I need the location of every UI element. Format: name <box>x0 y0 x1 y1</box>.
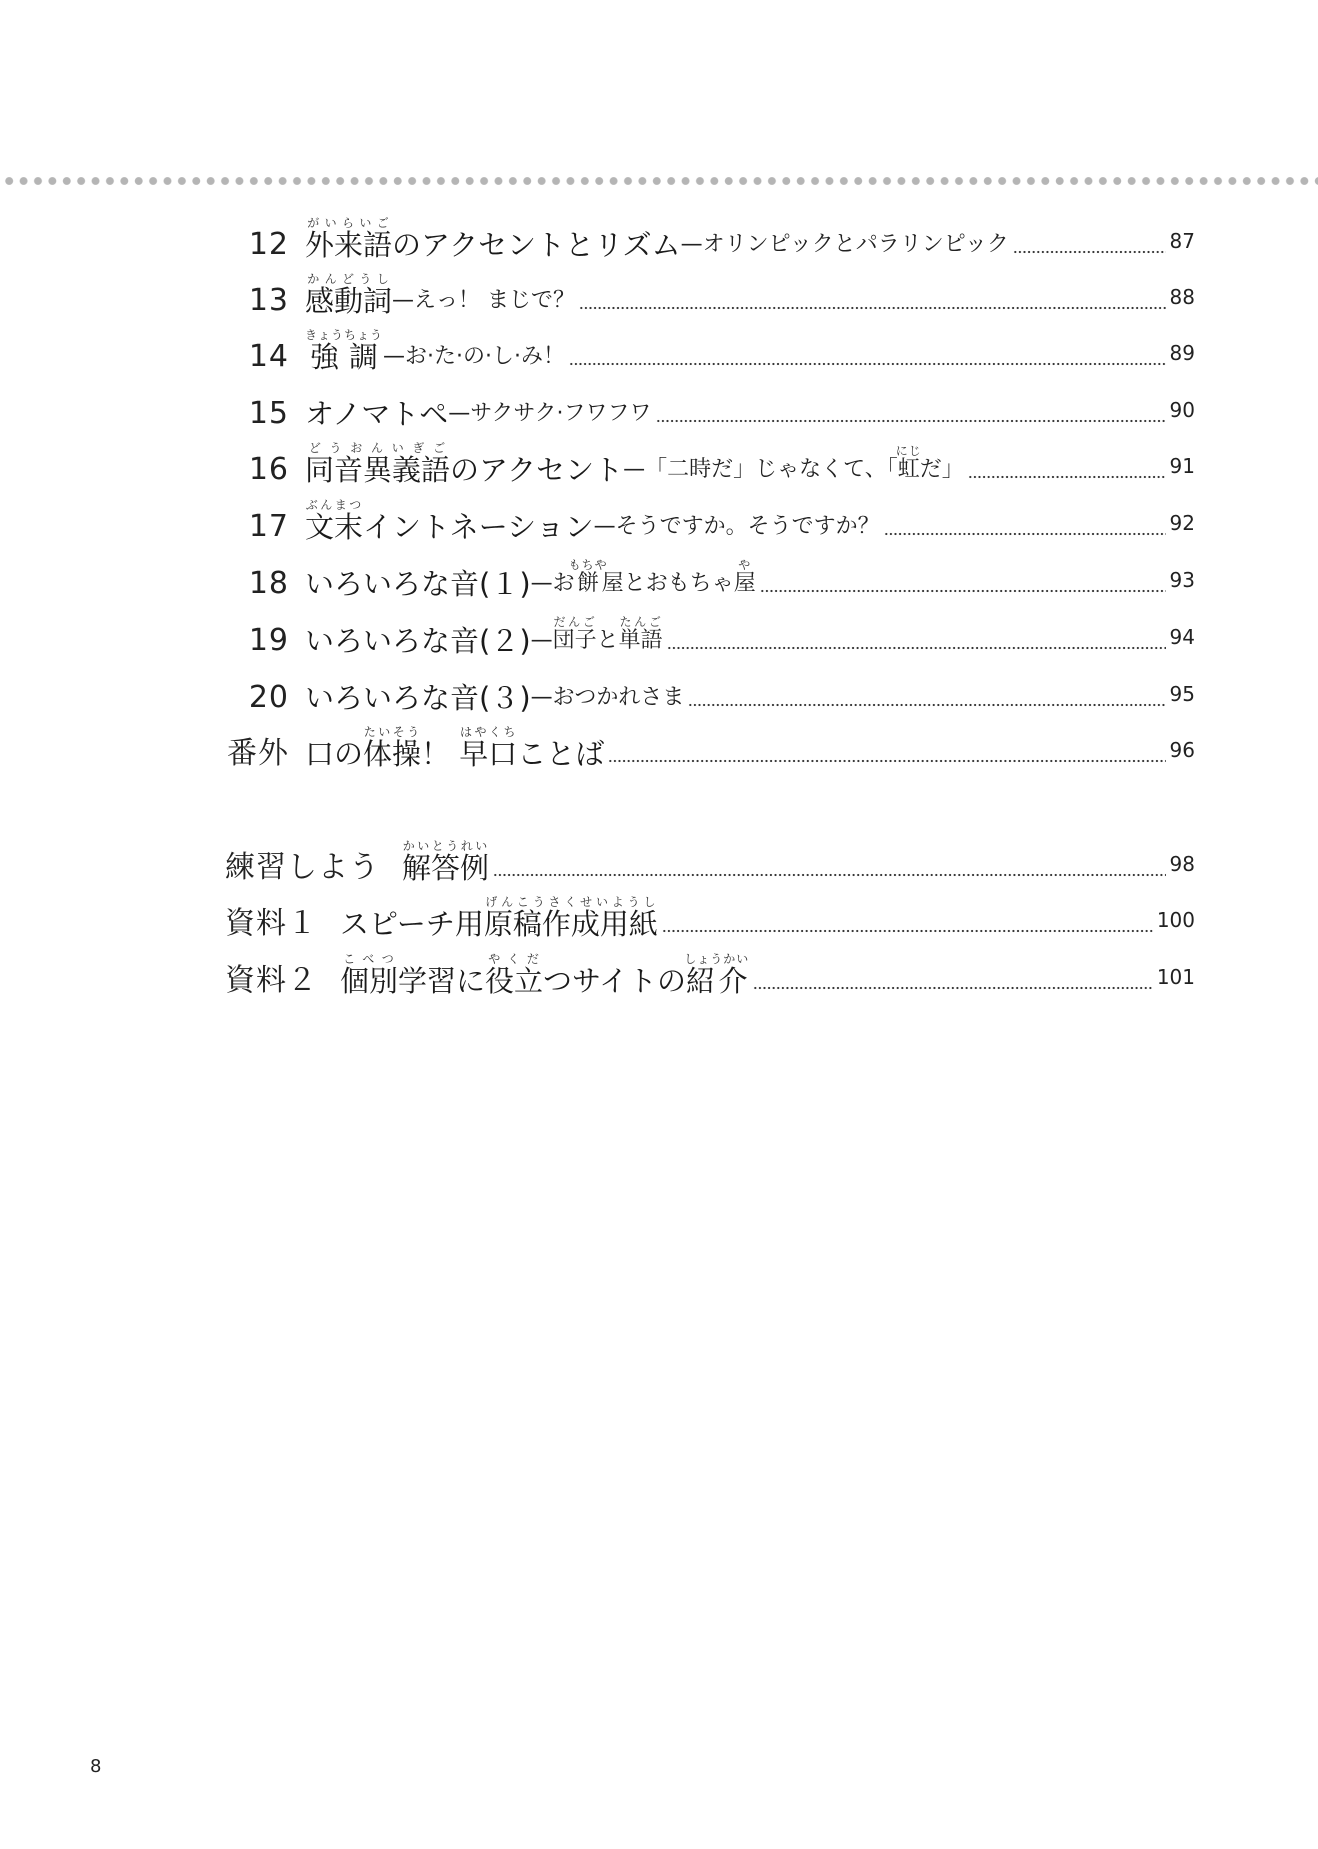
chapter-subtitle: —おつかれさま <box>530 685 685 710</box>
dot-leader <box>688 703 1165 707</box>
page-number: 101 <box>1156 965 1195 989</box>
toc-entry-14[interactable] <box>225 328 1195 376</box>
dot-leader <box>656 419 1166 423</box>
toc-entry-bangai[interactable] <box>225 725 1195 773</box>
section-title: 個別こべつ学習に役立やくだつサイトの紹介しょうかい <box>340 952 750 998</box>
chapter-title: 外来語がいらいごのアクセントとリズム <box>305 216 681 262</box>
chapter-number: 16 <box>248 452 289 487</box>
chapter-title: いろいろな音(２) <box>305 624 531 658</box>
chapter-title: オノマトペ <box>305 397 449 431</box>
dot-leader <box>760 589 1166 593</box>
section-label: 練習しよう <box>225 850 380 885</box>
page-folio: 8 <box>90 1756 102 1777</box>
chapter-number: 18 <box>248 566 289 601</box>
dot-leader <box>1013 250 1166 254</box>
page-number: 93 <box>1169 568 1195 592</box>
dotted-divider <box>0 176 1318 186</box>
dot-leader <box>667 646 1166 650</box>
page-number: 95 <box>1169 682 1195 706</box>
dot-leader <box>662 929 1153 933</box>
chapter-number: 番外 <box>227 736 289 771</box>
section-label: 資料１ <box>225 906 318 941</box>
toc-entry-16[interactable] <box>225 441 1195 489</box>
page-number: 90 <box>1169 398 1195 422</box>
page-number: 96 <box>1169 738 1195 762</box>
toc-entry-12[interactable] <box>225 216 1195 264</box>
chapter-subtitle: —お餅もちや屋とおもちゃ屋や <box>530 558 756 596</box>
page-number: 98 <box>1169 852 1195 876</box>
chapter-number: 17 <box>248 509 289 544</box>
dot-leader <box>579 306 1166 310</box>
chapter-subtitle: —団子だんごと単語たんご <box>530 615 663 653</box>
toc-entry-material-2[interactable] <box>225 952 1195 1000</box>
toc-entry-answers[interactable] <box>225 839 1195 887</box>
chapter-title: 文末ぶんまつイントネーション <box>305 498 594 544</box>
toc-entry-13[interactable] <box>225 272 1195 320</box>
section-label: 資料２ <box>225 963 318 998</box>
chapter-title: 感動詞かんどうし <box>305 272 393 318</box>
chapter-subtitle: —そうですか。そうですか？ <box>593 514 880 539</box>
page-number: 92 <box>1169 511 1195 535</box>
dot-leader <box>884 532 1166 536</box>
page-number: 87 <box>1169 229 1195 253</box>
page-number: 94 <box>1169 625 1195 649</box>
section-title: スピーチ用原稿作成用紙げんこうさくせいようし <box>340 895 658 941</box>
chapter-title: 同音異義語どうおんいぎごのアクセント <box>305 441 624 487</box>
chapter-subtitle: —サクサク·フワフワ <box>448 401 652 426</box>
chapter-number: 20 <box>248 680 289 715</box>
toc-entry-15[interactable] <box>225 395 1195 433</box>
dot-leader <box>968 475 1166 479</box>
chapter-subtitle: —「二時だ」じゃなくて、「虹にじだ」 <box>623 444 964 482</box>
chapter-title: いろいろな音(３) <box>305 681 531 715</box>
page-number: 88 <box>1169 285 1195 309</box>
chapter-title: 口の体操たいそう！ 早口はやくちことば <box>305 725 605 771</box>
page-number: 89 <box>1169 341 1195 365</box>
page-number: 91 <box>1169 454 1195 478</box>
chapter-subtitle: —お·た·の·し·み！ <box>383 344 565 369</box>
chapter-number: 12 <box>248 227 289 262</box>
toc-entry-17[interactable] <box>225 498 1195 546</box>
chapter-number: 13 <box>248 283 289 318</box>
chapter-number: 15 <box>248 396 289 431</box>
chapter-number: 14 <box>248 339 289 374</box>
dot-leader <box>753 986 1153 990</box>
toc-entry-20[interactable] <box>225 679 1195 717</box>
toc-entry-18[interactable] <box>225 558 1195 603</box>
chapter-subtitle: —えっ！ まじで？ <box>392 288 576 313</box>
section-title: 解答例かいとうれい <box>402 839 490 885</box>
toc-entry-19[interactable] <box>225 615 1195 660</box>
dot-leader <box>608 759 1165 763</box>
toc-entry-material-1[interactable] <box>225 895 1195 943</box>
dot-leader <box>493 873 1166 877</box>
dot-leader <box>569 362 1166 366</box>
chapter-number: 19 <box>248 623 289 658</box>
page-number: 100 <box>1156 908 1195 932</box>
chapter-title: 強調きょうちょう <box>305 328 384 374</box>
chapter-subtitle: —オリンピックとパラリンピック <box>680 232 1009 257</box>
chapter-title: いろいろな音(１) <box>305 567 531 601</box>
